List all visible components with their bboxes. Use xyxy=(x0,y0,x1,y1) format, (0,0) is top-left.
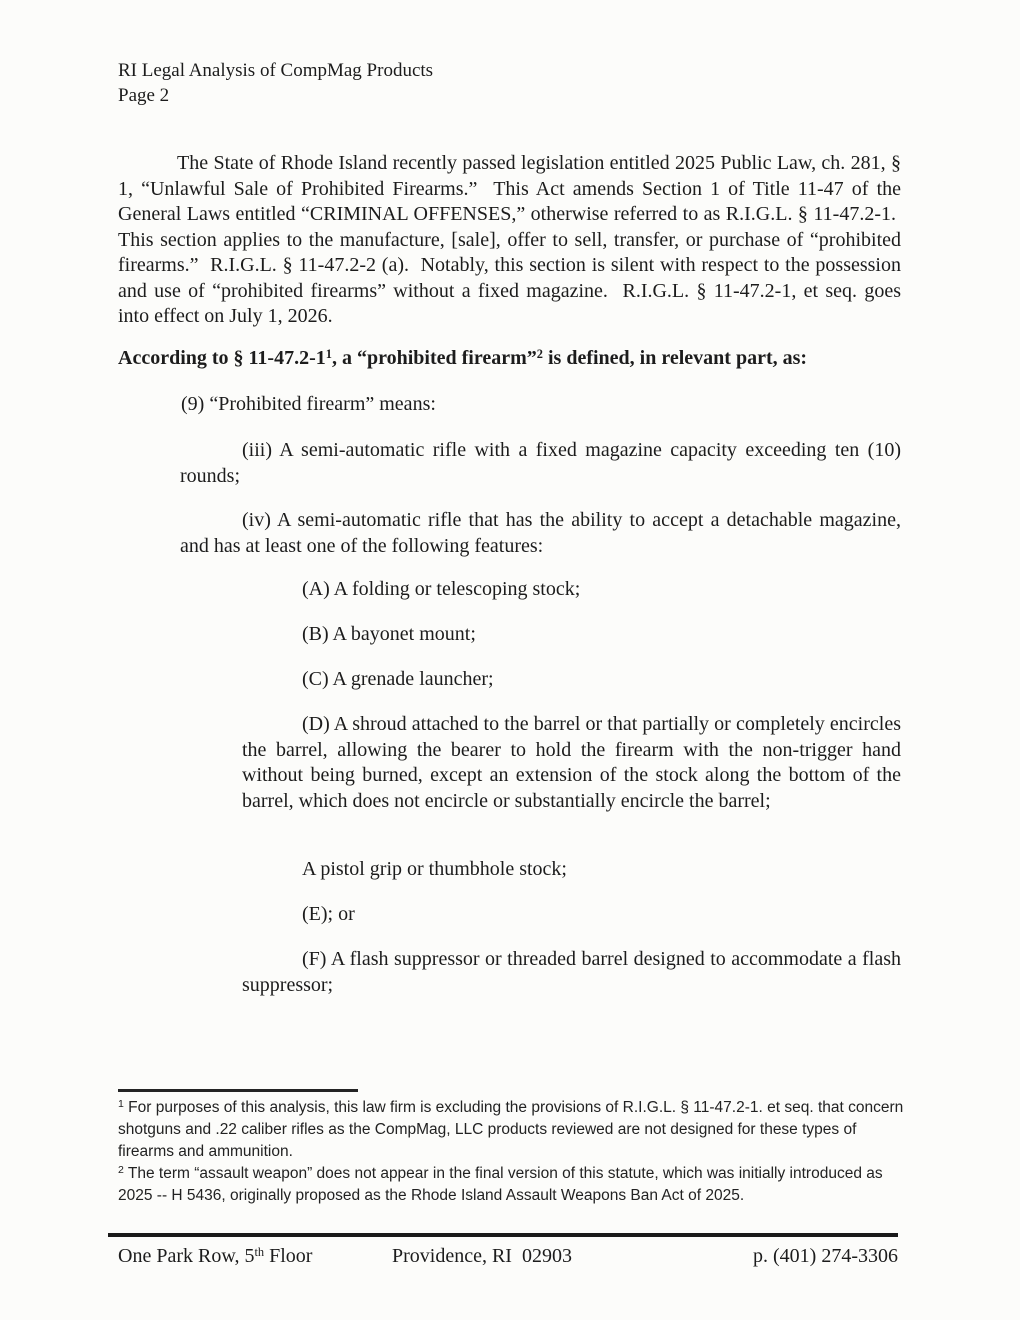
footnote-ref-2: 2 xyxy=(536,347,543,361)
header-page-number: Page 2 xyxy=(118,85,170,106)
feature-e: (E); or xyxy=(302,903,355,925)
heading-text-1: According to § 11-47.2-1 xyxy=(118,347,326,369)
footer-phone: p. (401) 274-3306 xyxy=(753,1245,898,1267)
footnote-2 xyxy=(118,1163,906,1207)
definition-9: (9) “Prohibited firearm” means: xyxy=(181,393,436,415)
heading-text-2: , a “prohibited firearm” xyxy=(331,347,537,369)
footnote-separator xyxy=(118,1089,358,1092)
footnote-2-marker: 2 xyxy=(118,1164,124,1176)
feature-d: (D) A shroud attached to the barrel or that partially or completely encircles the barrel, allowing the bearer to hold the firearm with the non-trigger hand without being burned, except an extension of the stock along the bottom of the barrel, which does not encircle or substantially encircle the barrel; xyxy=(242,713,901,812)
footnote-1-text: For purposes of this analysis, this law firm is excluding the provisions of R.I.G.L. § 11-47.2-1. et seq. that concern shotguns and .22 caliber rifles as the CompMag, LLC products reviewed are not designed for these types of firearms and ammunition. xyxy=(118,1099,904,1160)
item-iv: (iv) A semi-automatic rifle that has the ability to accept a detachable magazine, and has at least one of the following features: xyxy=(180,509,901,557)
footer-address-text: One Park Row, 5 xyxy=(118,1245,255,1267)
feature-b: (B) A bayonet mount; xyxy=(302,623,476,645)
feature-f: (F) A flash suppressor or threaded barrel designed to accommodate a flash suppressor; xyxy=(242,948,901,996)
footer-address xyxy=(118,1243,312,1269)
definition-heading xyxy=(118,346,901,372)
heading-text-3: is defined, in relevant part, as: xyxy=(542,347,808,369)
footnote-1-marker: 1 xyxy=(118,1098,124,1110)
footer-city: Providence, RI 02903 xyxy=(392,1245,572,1267)
header-title: RI Legal Analysis of CompMag Products xyxy=(118,60,434,81)
footnote-2-text: The term “assault weapon” does not appear in the final version of this statute, which was initially introduced as 2025 -- H 5436, originally proposed as the Rhode Island Assault Weapons Ban Act of 2025. xyxy=(118,1165,883,1204)
footnote-1 xyxy=(118,1097,906,1163)
document-header xyxy=(118,58,433,108)
footnote-ref-1: 1 xyxy=(325,347,332,361)
footnotes-block xyxy=(118,1097,906,1207)
feature-a: (A) A folding or telescoping stock; xyxy=(302,578,581,600)
footer-address-text-2: Floor xyxy=(264,1245,313,1267)
footer-rule xyxy=(108,1233,898,1237)
feature-c: (C) A grenade launcher; xyxy=(302,668,494,690)
item-iii: (iii) A semi-automatic rifle with a fixed magazine capacity exceeding ten (10) rounds; xyxy=(180,439,901,487)
footer-address-ordinal: th xyxy=(254,1245,265,1259)
feature-pistol-grip: A pistol grip or thumbhole stock; xyxy=(302,858,567,880)
intro-paragraph: The State of Rhode Island recently passed legislation entitled 2025 Public Law, ch. 281, § 1, “Unlawful Sale of Prohibited Firearms.” This Act amends Section 1 of Title 11-47 of the General Laws entitled “CRIMINAL OFFENSES,” otherwise referred to as R.I.G.L. § 11-47.2-1. This section applies to the manufacture, [sale], offer to sell, transfer, or purchase of “prohibited firearms.” R.I.G.L. § 11-47.2-2 (a). Notably, this section is silent with respect to the possession and use of “prohibited firearms” without a fixed magazine. R.I.G.L. § 11-47.2-1, et seq. goes into effect on July 1, 2026. xyxy=(118,152,901,327)
